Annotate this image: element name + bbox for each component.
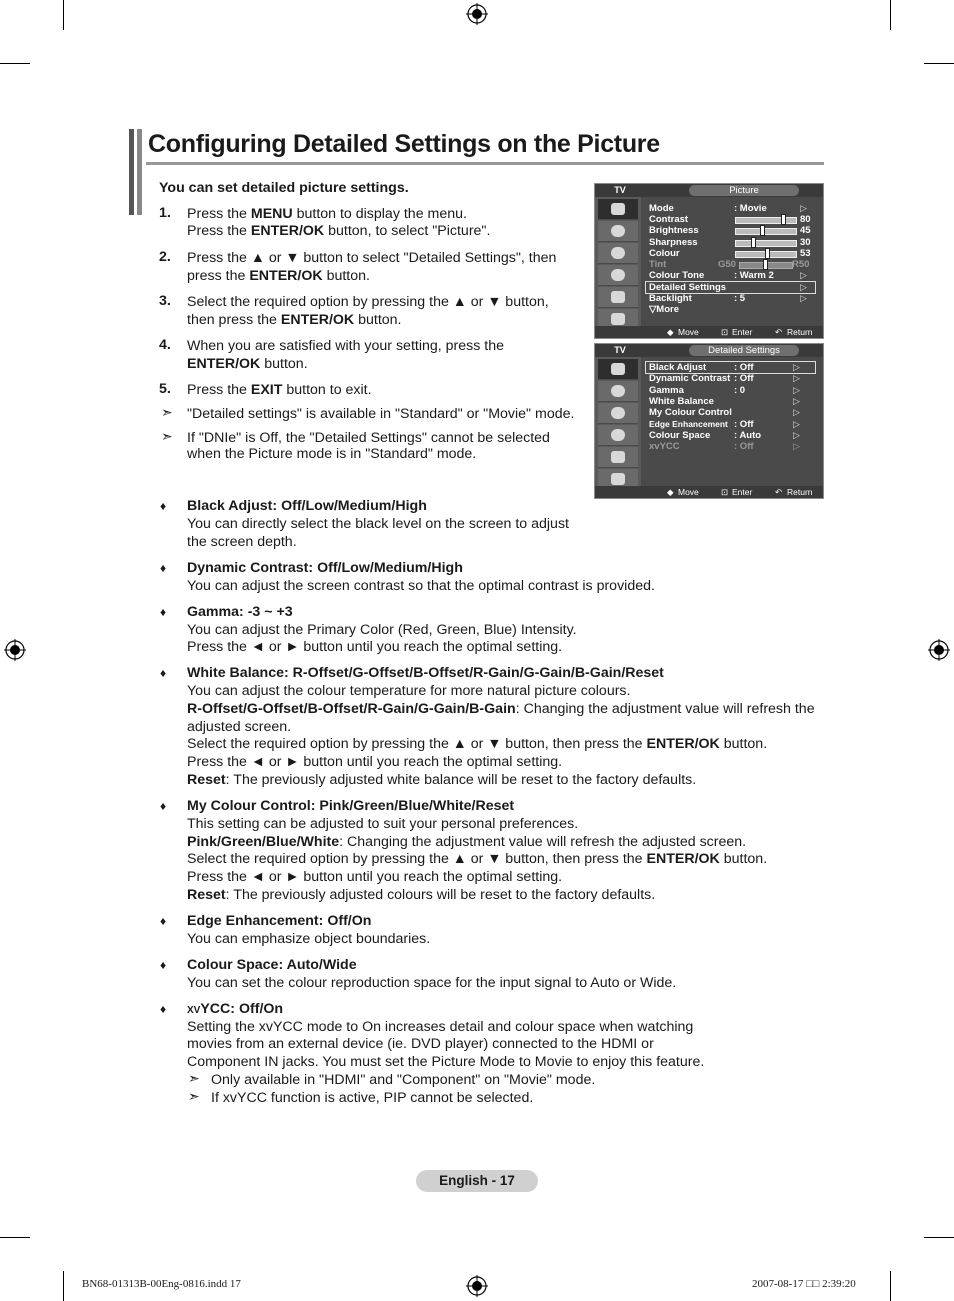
- osd-row-label: Brightness: [649, 225, 699, 236]
- osd-footer: [595, 326, 823, 338]
- return-icon: ↶: [775, 327, 783, 337]
- sound-menu-icon: [598, 381, 638, 402]
- submenu-arrow-icon: ▷: [800, 203, 807, 213]
- step-number: 3.: [159, 293, 171, 309]
- osd-picture-menu: [594, 183, 824, 339]
- crop-mark: [63, 0, 64, 30]
- osd-detailed-settings-menu: [594, 343, 824, 499]
- osd-row-label: Edge Enhancement: [649, 419, 728, 429]
- intro-text: You can set detailed picture settings.: [159, 180, 409, 196]
- item-text: R-Offset/G-Offset/B-Offset/R-Gain/G-Gain/B-Gain: Changing the adjustment value will refresh the: [187, 701, 815, 717]
- registration-mark-icon: [466, 1275, 488, 1297]
- item-heading: Colour Space: Auto/Wide: [187, 957, 357, 973]
- osd-row-label: Colour Space: [649, 430, 711, 441]
- osd-row-value: : Auto: [734, 430, 762, 441]
- bullet-icon: ♦: [160, 666, 167, 680]
- item-text: You can adjust the Primary Color (Red, Green, Blue) Intensity.: [187, 622, 577, 638]
- item-text: You can emphasize object boundaries.: [187, 931, 431, 947]
- bullet-icon: ♦: [160, 799, 167, 813]
- step-4-line-2: ENTER/OK button.: [187, 356, 308, 372]
- bullet-icon: ♦: [160, 958, 167, 972]
- submenu-arrow-icon: ▷: [793, 385, 800, 395]
- registration-mark-icon: [4, 639, 26, 661]
- item-text: This setting can be adjusted to suit your personal preferences.: [187, 816, 579, 832]
- step-1-line-1: Press the MENU button to display the menu.: [187, 206, 467, 222]
- step-5-line-1: Press the EXIT button to exit.: [187, 382, 372, 398]
- crop-mark: [0, 63, 30, 64]
- slider-knob: [781, 214, 786, 225]
- item-heading: My Colour Control: Pink/Green/Blue/White/Reset: [187, 798, 515, 814]
- osd-row-value: 53: [800, 248, 811, 259]
- osd-row-label: Colour Tone: [649, 270, 705, 281]
- submenu-arrow-icon: ▷: [793, 373, 800, 383]
- osd-row-value: : Movie: [734, 203, 767, 214]
- crop-mark: [0, 1237, 30, 1238]
- enter-icon: ⊡: [721, 327, 729, 337]
- osd-row-label: Gamma: [649, 385, 684, 396]
- setup-menu-icon: [598, 265, 638, 286]
- osd-row-value: : Off: [734, 362, 754, 373]
- osd-sidebar: [595, 197, 641, 326]
- step-3-line-2: then press the ENTER/OK button.: [187, 312, 402, 328]
- footer-move: Move: [678, 327, 699, 337]
- osd-row-value: 80: [800, 214, 811, 225]
- crop-mark: [924, 63, 954, 64]
- osd-row-label: Mode: [649, 203, 674, 214]
- brightness-slider: [735, 228, 797, 235]
- osd-row-label: Colour: [649, 248, 680, 259]
- tint-left-value: G50: [718, 259, 736, 270]
- sharpness-slider: [735, 240, 797, 247]
- osd-row-value: : Off: [734, 373, 754, 384]
- osd-row-label: Tint: [649, 259, 667, 270]
- item-text: Reset: The previously adjusted white balance will be reset to the factory defaults.: [187, 772, 697, 788]
- item-heading: White Balance: R-Offset/G-Offset/B-Offset/R-Gain/G-Gain/B-Gain/Reset: [187, 665, 664, 681]
- picture-menu-icon: [598, 359, 638, 380]
- bullet-icon: ♦: [160, 499, 167, 513]
- item-heading: Black Adjust: Off/Low/Medium/High: [187, 498, 427, 514]
- item-text: Press the ◄ or ► button until you reach the optimal setting.: [187, 639, 563, 655]
- input-menu-icon: [598, 287, 638, 308]
- osd-row-label: Sharpness: [649, 237, 698, 248]
- item-text: You can set the colour reproduction space for the input signal to Auto or Wide.: [187, 975, 677, 991]
- item-text: the screen depth.: [187, 534, 297, 550]
- osd-row-label: xvYCC: [649, 441, 680, 452]
- note-1: "Detailed settings" is available in "Standard" or "Movie" mode.: [187, 406, 575, 422]
- title-accent-bar: [137, 129, 142, 215]
- setup-menu-icon: [598, 425, 638, 446]
- item-text: Setting the xvYCC mode to On increases detail and colour space when watching: [187, 1019, 694, 1035]
- note-2-line-1: If "DNIe" is Off, the "Detailed Settings" cannot be selected: [187, 430, 550, 446]
- osd-row-label-selected: Detailed Settings: [649, 282, 727, 293]
- submenu-arrow-icon: ▷: [793, 430, 800, 440]
- item-text: Pink/Green/Blue/White: Changing the adjustment value will refresh the adjusted screen.: [187, 834, 747, 850]
- print-slug-file: BN68-01313B-00Eng-0816.indd 17: [82, 1278, 241, 1290]
- note-arrow-icon: ➣: [161, 428, 173, 444]
- osd-menu-title: Picture: [689, 185, 799, 196]
- footer-move: Move: [678, 487, 699, 497]
- osd-tv-label: TV: [614, 345, 626, 355]
- slider-knob: [760, 225, 765, 236]
- step-2-line-1: Press the ▲ or ▼ button to select "Detailed Settings", then: [187, 250, 557, 266]
- item-text: Press the ◄ or ► button until you reach the optimal setting.: [187, 754, 563, 770]
- note-arrow-icon: ➣: [161, 404, 173, 420]
- bullet-icon: ♦: [160, 1002, 167, 1016]
- move-icon: ◆: [667, 327, 674, 337]
- item-heading: Edge Enhancement: Off/On: [187, 913, 372, 929]
- crop-mark: [890, 1271, 891, 1301]
- item-heading: Gamma: -3 ~ +3: [187, 604, 293, 620]
- step-2-line-2: press the ENTER/OK button.: [187, 268, 370, 284]
- channel-menu-icon: [598, 403, 638, 424]
- footer-enter: Enter: [732, 327, 753, 337]
- osd-tv-label: TV: [614, 185, 626, 195]
- item-text: Press the ◄ or ► button until you reach the optimal setting.: [187, 869, 563, 885]
- submenu-arrow-icon: ▷: [800, 282, 807, 292]
- slider-knob: [763, 259, 768, 270]
- slider-knob: [751, 237, 756, 248]
- title-accent-bar: [129, 129, 134, 215]
- submenu-arrow-icon: ▷: [800, 270, 807, 280]
- submenu-arrow-icon: ▷: [793, 362, 800, 372]
- osd-sidebar: [595, 357, 641, 486]
- bullet-icon: ♦: [160, 914, 167, 928]
- bullet-icon: ♦: [160, 561, 167, 575]
- osd-row-label: Dynamic Contrast: [649, 373, 731, 384]
- note-text: If xvYCC function is active, PIP cannot be selected.: [211, 1090, 534, 1106]
- picture-menu-icon: [598, 199, 638, 220]
- bullet-icon: ♦: [160, 605, 167, 619]
- note-arrow-icon: ➣: [188, 1088, 200, 1104]
- osd-row-value: 30: [800, 237, 811, 248]
- step-1-line-2: Press the ENTER/OK button, to select "Picture".: [187, 223, 491, 239]
- footer-enter: Enter: [732, 487, 753, 497]
- step-number: 2.: [159, 249, 171, 265]
- submenu-arrow-icon: ▷: [793, 419, 800, 429]
- osd-row-value: : Off: [734, 419, 754, 430]
- crop-mark: [63, 1271, 64, 1301]
- sound-menu-icon: [598, 221, 638, 242]
- footer-return: Return: [787, 327, 813, 337]
- osd-row-value: : 5: [734, 293, 746, 304]
- move-icon: ◆: [667, 487, 674, 497]
- osd-row-label-selected: Black Adjust: [649, 362, 707, 373]
- page-number-badge: English - 17: [416, 1170, 538, 1192]
- item-text: Select the required option by pressing the ▲ or ▼ button, then press the ENTER/OK button.: [187, 851, 768, 867]
- item-heading: XVYCC: Off/On: [187, 1001, 284, 1017]
- step-4-line-1: When you are satisfied with your setting, press the: [187, 338, 505, 354]
- osd-row-value: 45: [800, 225, 811, 236]
- step-number: 5.: [159, 381, 171, 397]
- step-number: 1.: [159, 205, 171, 221]
- tint-right-value: R50: [792, 259, 810, 270]
- item-text: adjusted screen.: [187, 719, 292, 735]
- osd-row-label: My Colour Control: [649, 407, 732, 418]
- osd-row-value: : Warm 2: [734, 270, 774, 281]
- input-menu-icon: [598, 447, 638, 468]
- note-2-line-2: when the Picture mode is in "Standard" mode.: [187, 446, 477, 462]
- item-text: You can adjust the colour temperature for more natural picture colours.: [187, 683, 631, 699]
- item-heading: Dynamic Contrast: Off/Low/Medium/High: [187, 560, 463, 576]
- step-number: 4.: [159, 337, 171, 353]
- item-text: You can directly select the black level on the screen to adjust: [187, 516, 569, 532]
- enter-icon: ⊡: [721, 487, 729, 497]
- step-3-line-1: Select the required option by pressing the ▲ or ▼ button,: [187, 294, 549, 310]
- channel-menu-icon: [598, 243, 638, 264]
- item-text: Component IN jacks. You must set the Picture Mode to Movie to enjoy this feature.: [187, 1054, 705, 1070]
- osd-menu-title: Detailed Settings: [689, 345, 799, 356]
- submenu-arrow-icon: ▷: [800, 293, 807, 303]
- note-arrow-icon: ➣: [188, 1070, 200, 1086]
- crop-mark: [890, 0, 891, 30]
- osd-footer: [595, 486, 823, 498]
- slider-knob: [765, 248, 770, 259]
- page-title: Configuring Detailed Settings on the Picture: [148, 130, 660, 158]
- registration-mark-icon: [928, 639, 950, 661]
- return-icon: ↶: [775, 487, 783, 497]
- item-text: Reset: The previously adjusted colours will be reset to the factory defaults.: [187, 887, 656, 903]
- footer-return: Return: [787, 487, 813, 497]
- osd-row-label: Backlight: [649, 293, 692, 304]
- submenu-arrow-icon: ▷: [793, 407, 800, 417]
- crop-mark: [924, 1237, 954, 1238]
- title-underline: [146, 162, 824, 165]
- submenu-arrow-icon: ▷: [793, 396, 800, 406]
- osd-row-label: White Balance: [649, 396, 714, 407]
- print-slug-date: 2007-08-17 □□ 2:39:20: [752, 1278, 856, 1290]
- registration-mark-icon: [466, 3, 488, 25]
- osd-row-label: Contrast: [649, 214, 689, 225]
- osd-row-value: : Off: [734, 441, 754, 452]
- contrast-slider: [735, 217, 797, 224]
- osd-row-value: : 0: [734, 385, 746, 396]
- item-text: movies from an external device (ie. DVD player) connected to the HDMI or: [187, 1036, 654, 1052]
- osd-more-label: ▽More: [649, 304, 680, 315]
- note-text: Only available in "HDMI" and "Component" on "Movie" mode.: [211, 1072, 596, 1088]
- item-text: Select the required option by pressing the ▲ or ▼ button, then press the ENTER/OK button.: [187, 736, 768, 752]
- item-text: You can adjust the screen contrast so that the optimal contrast is provided.: [187, 578, 655, 594]
- submenu-arrow-icon: ▷: [793, 441, 800, 451]
